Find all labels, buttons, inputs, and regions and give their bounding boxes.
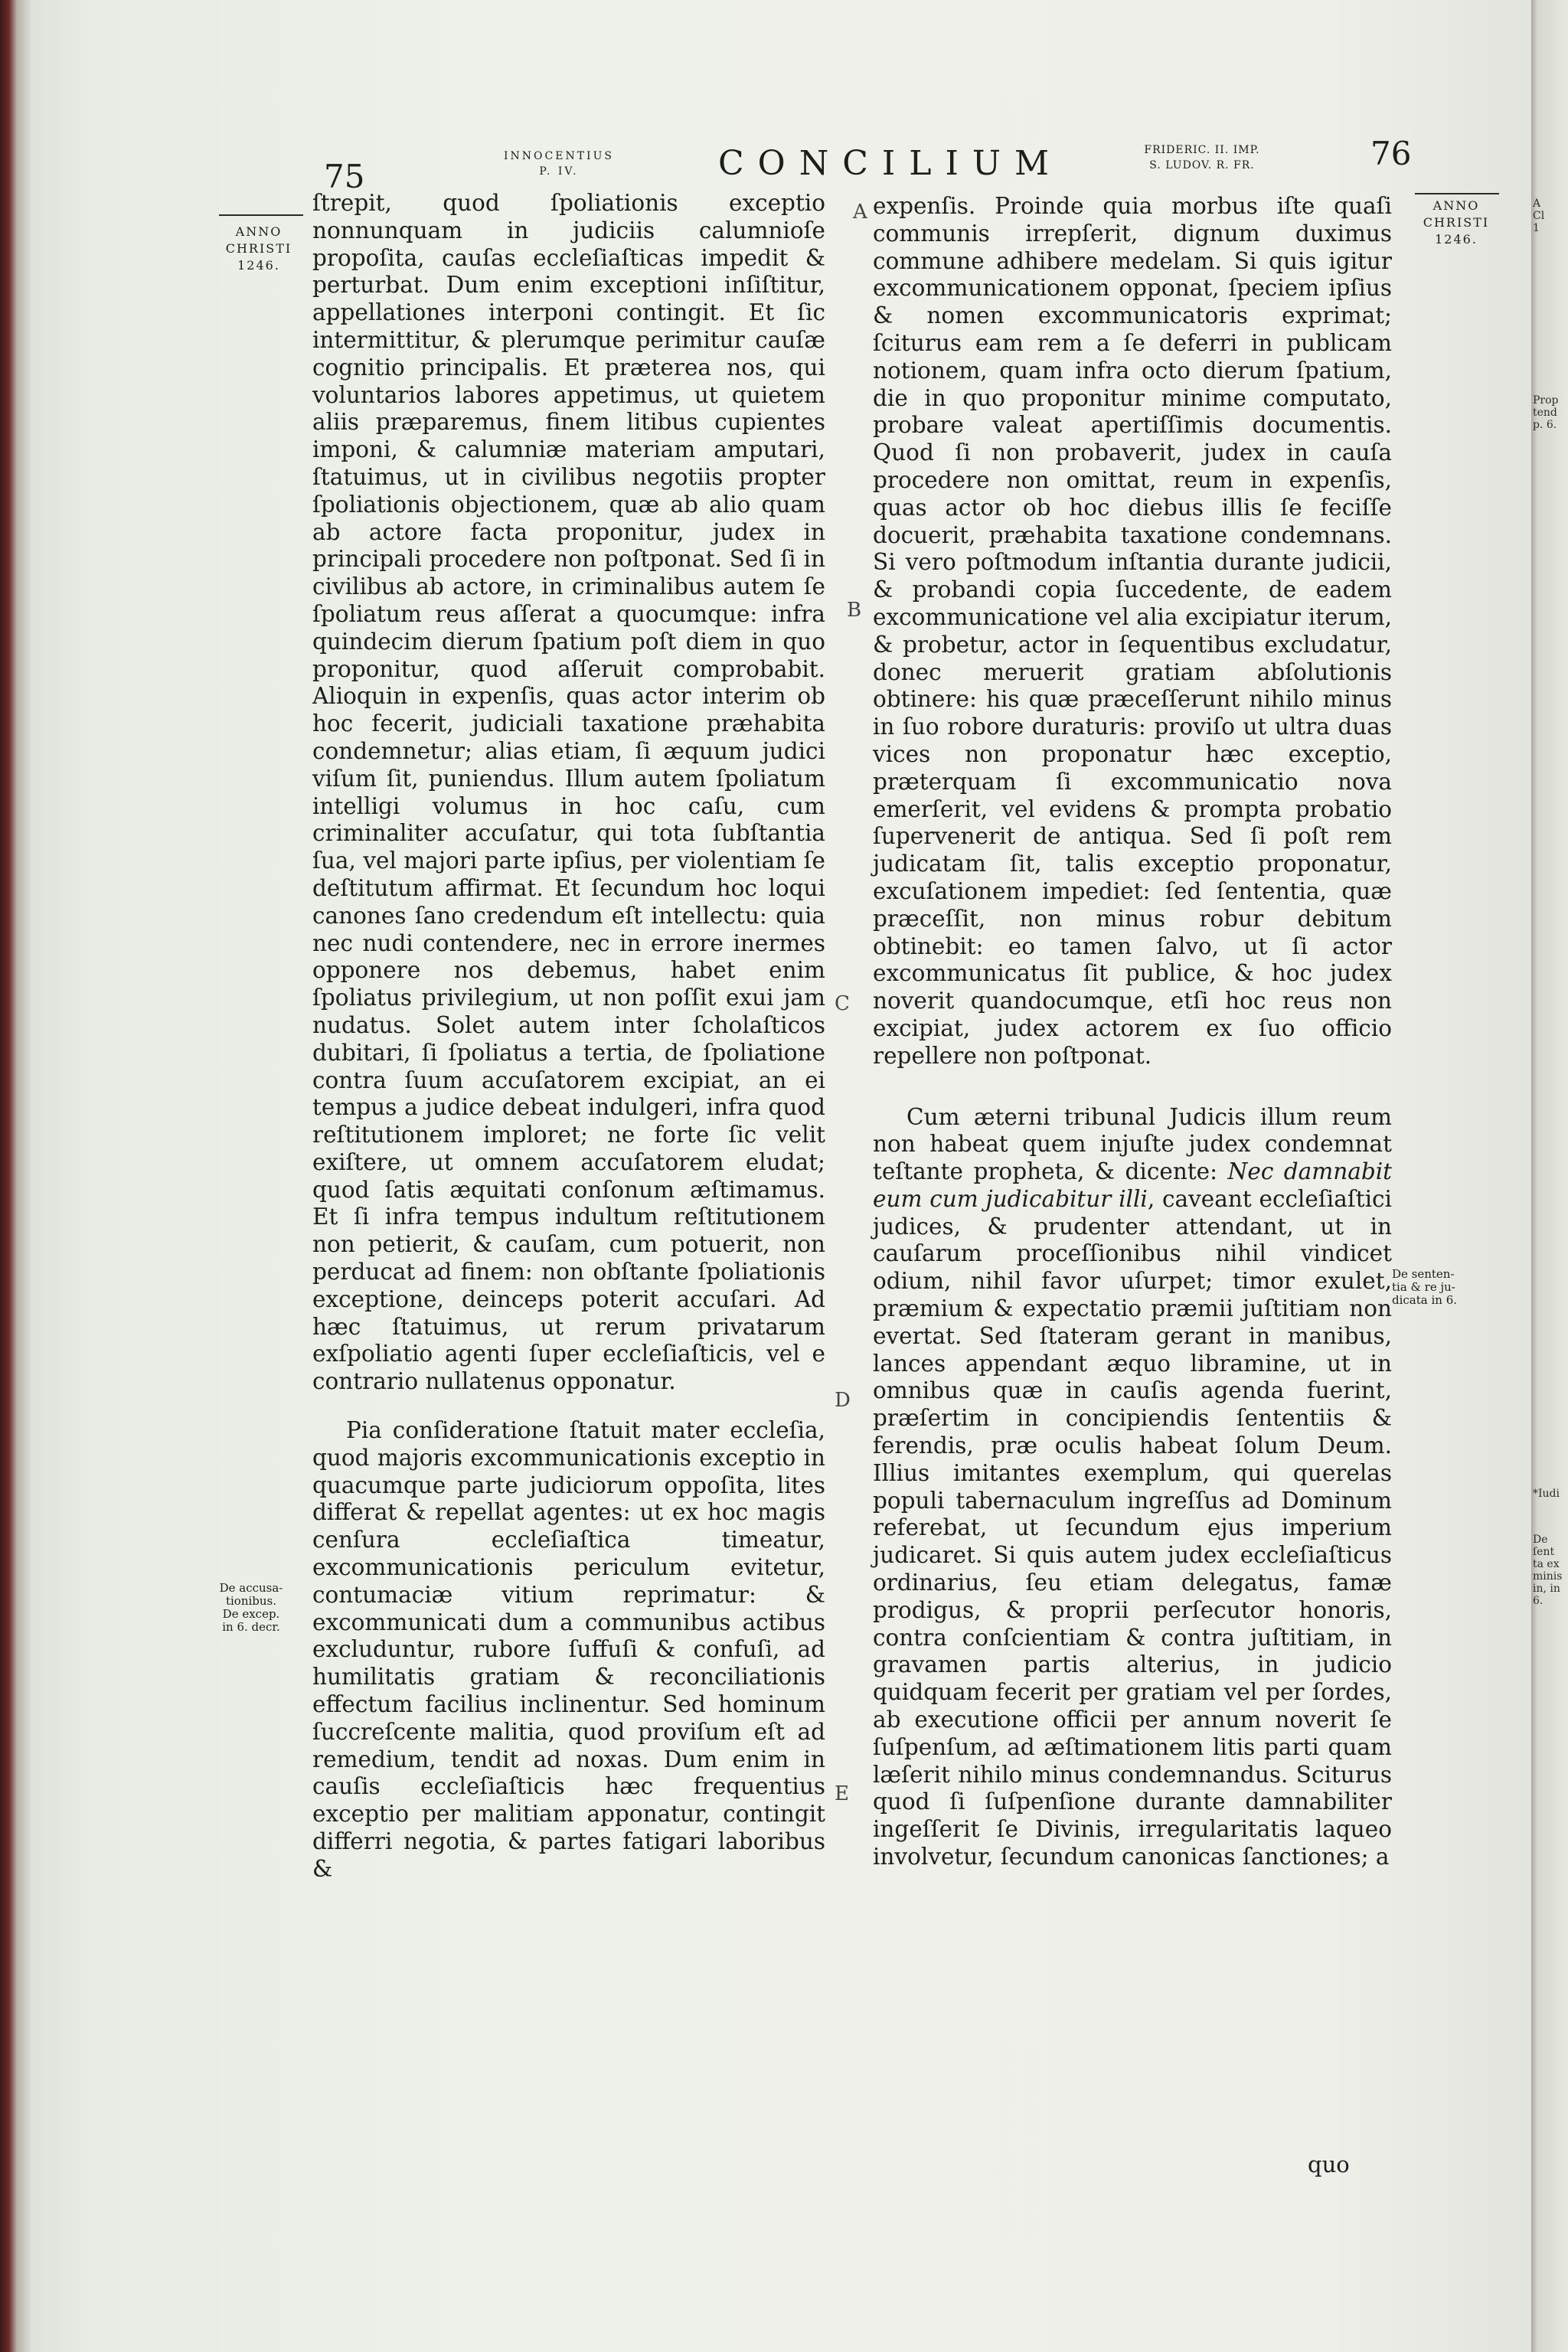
adjacent-fragment: A Cl 1 xyxy=(1533,198,1545,234)
catchword: quo xyxy=(1308,2151,1350,2177)
paragraph-text: , caveant eccleſiaſtici judices, & prudenter attendant, ut in cauſarum proceſſionibus nihil vindicet odium, nihil favor uſurpet; timor exulet, præmium & expectatio præmii juſtitiam non evertat. Sed ſtateram gerant in manibus, lances appendant æquo libramine, ut in omnibus quæ in cauſis agenda fuerint, præſertim in concipiendis ſententiis & ferendis, præ oculis habeat ſolum Deum. Illius imitantes exemplum, qui querelas populi tabernaculum ingreſſus ad Dominum referebat, ut ſecundum ejus imperium judicaret. Si quis autem judex eccleſiaſticus ordinarius, ſeu etiam delegatus, famæ prodigus, & proprii perſecutor honoris, contra conſcientiam & contra juſtitiam, in gravamen partis alterius, in judicio quidquam fecerit per gratiam vel per ſordes, ab executione officii per annum noverit ſe ſuſpenſum, ad æſtimationem litis parti quam læſerit nihilo minus condemnandus. Sciturus quod ſi ſuſpenſione durante damnabiliter ingeſſerit ſe Divinis, irregularitatis laqueo involvetur, ſecundum canonicas ſanctiones; a xyxy=(873,1185,1392,1870)
paragraph: ſtrepit, quod ſpoliationis exceptio nonnunquam in judiciis calumnioſe propoſita, cauſas eccleſiaſticas impedit & perturbat. Dum enim exceptioni inſiſtitur, appellationes interponi contingit. Et ſic intermittitur, & plerumque perimitur cauſæ cognitio principalis. Et præterea nos, qui voluntarios labores appetimus, ut quietem aliis præparemus, finem litibus cupientes imponi, & calumniæ materiam amputari, ſtatuimus, ut in civilibus negotiis propter ſpoliationis objectionem, quæ ab alio quam ab actore facta proponitur, judex in principali procedere non poſtponat. Sed ſi in civilibus ab actore, in criminalibus autem ſe ſpoliatum reus aſſerat a quocumque: infra quindecim dierum ſpatium poſt diem in quo proponitur, quod aſſeruit comprobabit. Alioquin in expenſis, quas actor interim ob hoc fecerit, judiciali taxatione præhabita condemnetur; alias etiam, ſi æquum judici viſum ſit, puniendus. Illum autem ſpoliatum intelligi volumus in hoc caſu, cum criminaliter accuſatur, qui tota ſubſtantia ſua, vel majori parte ipſius, per violentiam ſe deſtitutum affirmat. Et ſecundum hoc loqui canones ſano credendum eſt intellectu: quia nec nudi contendere, nec in errore inermes opponere nos debemus, habet enim ſpoliatus privilegium, ut non poſſit exui jam nudatus. Solet autem inter ſcholaſticos dubitari, ſi ſpoliatus a tertia, de ſpoliatione contra ſuum accuſatorem excipiat, an ei tempus a judice debeat indulgeri, infra quod reſtitutionem imploret; ne forte ſic velit exiſtere, ut omnem accuſatorem eludat; quod ſatis æquitati conſonum æſtimamus. Et ſi infra tempus indultum reſtitutionem non petierit, & cauſam, cum potuerit, non perducat ad finem: non obſtante ſpoliationis exceptione, deinceps poterit accuſari. Ad hæc ſtatuimus, ut rerum privatarum exſpoliatio agenti ſuper eccleſiaſticis, vel e contrario nullatenus opponatur. xyxy=(312,190,825,1395)
right-running-head: FRIDERIC. II. IMP. S. LUDOV. R. FR. xyxy=(1144,144,1260,172)
scripture-quote: Nec damnabit eum cum judicabitur illi xyxy=(873,1158,1393,1212)
adjacent-fragment: *Iudi xyxy=(1533,1488,1560,1500)
right-page-number: 76 xyxy=(1370,135,1412,172)
margin-rule xyxy=(219,214,303,216)
left-year-note: ANNO CHRISTI 1246. xyxy=(225,224,292,273)
section-letter: C xyxy=(835,992,850,1015)
left-margin-note: De accusa- tionibus. De excep. in 6. decr. xyxy=(219,1581,283,1634)
section-letter: E xyxy=(835,1782,849,1805)
left-text-column xyxy=(312,190,825,1883)
adjacent-fragment: De ſent ta ex minis in, in 6. xyxy=(1533,1534,1563,1607)
paragraph xyxy=(873,1104,1392,1871)
paragraph: Pia conſideratione ſtatuit mater eccleſia, quod majoris excommunicationis exceptio in quacumque parte judiciorum oppoſita, lites differat & repellat agentes: ut ex hoc magis cenſura eccleſiaſtica timeatur, excommunicationis periculum evitetur, contumaciæ vitium reprimatur: & excommunicati dum a communibus actibus excluduntur, rubore ſuffuſi & confuſi, ad humilitatis gratiam & reconciliationis effectum facilius inclinentur. Sed hominum ſuccreſcente malitia, quod proviſum eſt ad remedium, tendit ad noxas. Dum enim in cauſis eccleſiaſticis hæc frequentius exceptio per malitiam apponatur, contingit differri negotia, & partes fatigari laboribus & xyxy=(312,1417,825,1882)
adjacent-fragment: Prop tend p. 6. xyxy=(1533,394,1559,431)
left-running-head: INNOCENTIUS P. IV. xyxy=(504,150,614,178)
right-year-note: ANNO CHRISTI 1246. xyxy=(1423,198,1490,247)
right-text-column xyxy=(873,193,1392,1871)
right-margin-note: De senten- tia & re ju- dicata in 6. xyxy=(1392,1267,1458,1307)
section-letter: D xyxy=(835,1389,851,1412)
paragraph-text: Cum æterni tribunal Judicis illum reum non habeat quem injuſte judex condemnat teſtante propheta, & dicente: xyxy=(873,1103,1392,1185)
page-title: CONCILIUM xyxy=(718,144,1063,183)
margin-rule xyxy=(1415,193,1499,194)
section-letter: A xyxy=(853,201,867,224)
book-binding-edge xyxy=(0,0,31,2352)
adjacent-page-edge xyxy=(1531,0,1568,2352)
section-letter: B xyxy=(847,599,862,622)
left-page-number: 75 xyxy=(324,158,365,195)
paragraph: expenſis. Proinde quia morbus iſte quaſi communis irrepſerit, dignum duximus commune adhibere medelam. Si quis igitur excommunicationem opponat, ſpeciem ipſius & nomen excommunicatoris exprimat; ſciturus eam rem a ſe deferri in publicam notionem, quam infra octo dierum ſpatium, die in quo proponitur minime computato, probare valeat apertiſſimis documentis. Quod ſi non probaverit, judex in cauſa procedere non omittat, reum in expenſis, quas actor ob hoc diebus illis ſe feciſſe docuerit, præhabita taxatione condemnans. Si vero poſtmodum inſtantia durante judicii, & probandi copia ſuccedente, de eadem excommunicatione vel alia excipiatur iterum, & probetur, actor in ſequentibus excludatur, donec meruerit gratiam abſolutionis obtinere: his quæ præceſſerunt nihilo minus in ſuo robore duraturis: proviſo ut ultra duas vices non proponatur hæc exceptio, præterquam ſi excommunicatio nova emerſerit, vel evidens & prompta probatio ſupervenerit de antiqua. Sed ſi poſt rem judicatam ſit, talis exceptio proponatur, excuſationem impediet: ſed ſententia, quæ præceſſit, non minus robur debitum obtinebit: eo tamen ſalvo, ut ſi actor excommunicatus ſit publice, & hoc judex noverit quandocumque, etſi hoc reus non excipiat, judex actorem ex ſuo officio repellere non poſtponat. xyxy=(873,193,1392,1069)
